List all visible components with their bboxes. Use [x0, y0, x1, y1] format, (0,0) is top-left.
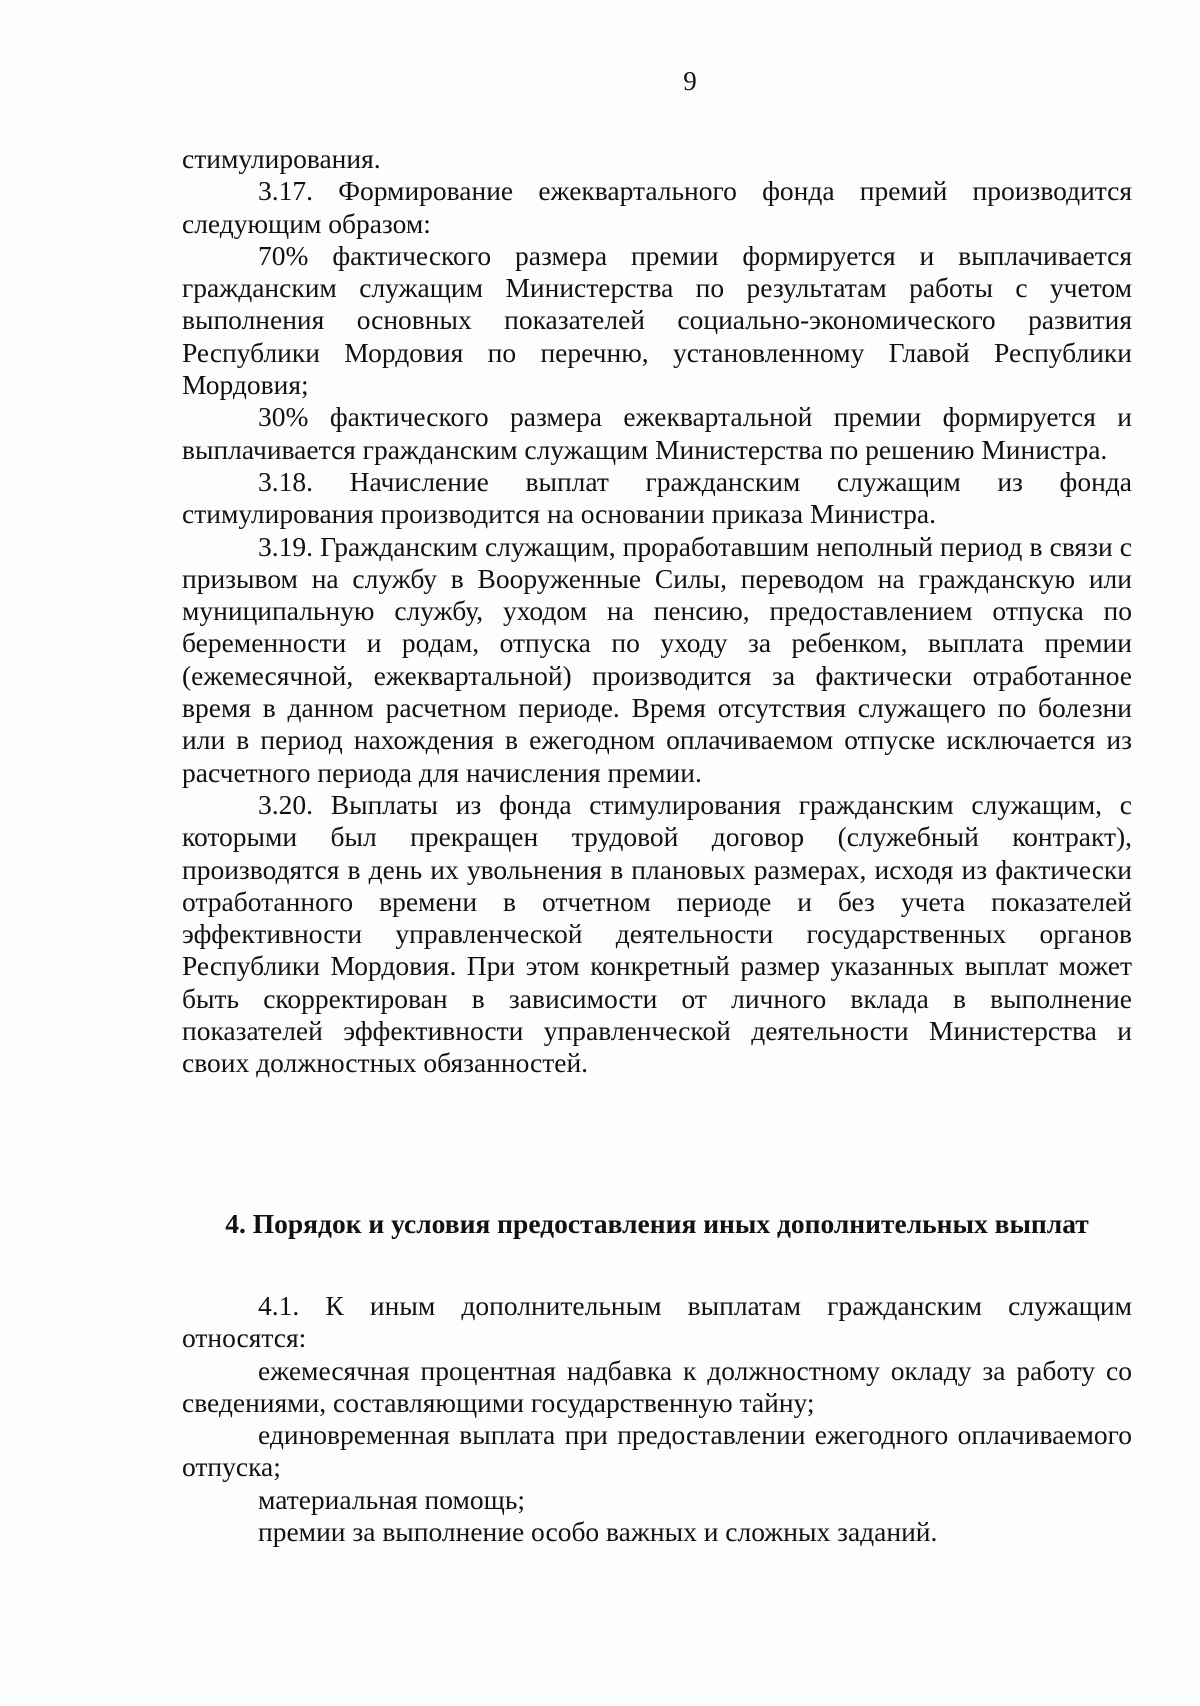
list-item: премии за выполнение особо важных и сложных заданий. [258, 1516, 938, 1548]
paragraph-3-17: 3.17. Формирование ежеквартального фонда премий производится следующим образом: [182, 175, 1132, 239]
page-number: 9 [683, 66, 697, 96]
section-4-body [182, 1290, 1132, 1548]
paragraph-4-1: 4.1. К иным дополнительным выплатам гражданским служащим относятся: [182, 1290, 1132, 1354]
list-item: ежемесячная процентная надбавка к должностному окладу за работу со сведениями, составляющими государственную тайну; [182, 1354, 1132, 1418]
paragraph-70-percent: 70% фактического размера премии формируется и выплачивается гражданским служащим Министерства по результатам работы с учетом выполнения основных показателей социально-экономического развития Республики Мордовия по перечню, установленному Главой Республики Мордовия; [182, 239, 1132, 401]
paragraph-30-percent: 30% фактического размера ежеквартальной премии формируется и выплачивается гражданским служащим Министерства по решению Министра. [182, 401, 1132, 465]
paragraph-continuation: стимулирования. [182, 143, 381, 174]
section-4-heading: 4. Порядок и условия предоставления иных дополнительных выплат [225, 1208, 1089, 1239]
document-body [182, 143, 1132, 1080]
paragraph-3-20: 3.20. Выплаты из фонда стимулирования гражданским служащим, с которыми был прекращен трудовой договор (служебный контракт), производятся в день их увольнения в плановых размерах, исходя из фактически отработанного времени в отчетном периоде и без учета показателей эффективности управленческой деятельности государственных органов Республики Мордовия. При этом конкретный размер указанных выплат может быть скорректирован в зависимости от личного вклада в выполнение показателей эффективности управленческой деятельности Министерства и своих должностных обязанностей. [182, 788, 1132, 1079]
paragraph-3-19: 3.19. Гражданским служащим, проработавшим неполный период в связи с призывом на службу в Вооруженные Силы, переводом на гражданскую или муниципальную службу, уходом на пенсию, предоставлением отпуска по беременности и родам, отпуска по уходу за ребенком, выплата премии (ежемесячной, ежеквартальной) производится за фактически отработанное время в данном расчетном периоде. Время отсутствия служащего по болезни или в период нахождения в ежегодном оплачиваемом отпуске исключается из расчетного периода для начисления премии. [182, 530, 1132, 788]
list-item: единовременная выплата при предоставлении ежегодного оплачиваемого отпуска; [182, 1419, 1132, 1483]
list-item: материальная помощь; [258, 1483, 526, 1515]
paragraph-3-18: 3.18. Начисление выплат гражданским служащим из фонда стимулирования производится на основании приказа Министра. [182, 465, 1132, 530]
